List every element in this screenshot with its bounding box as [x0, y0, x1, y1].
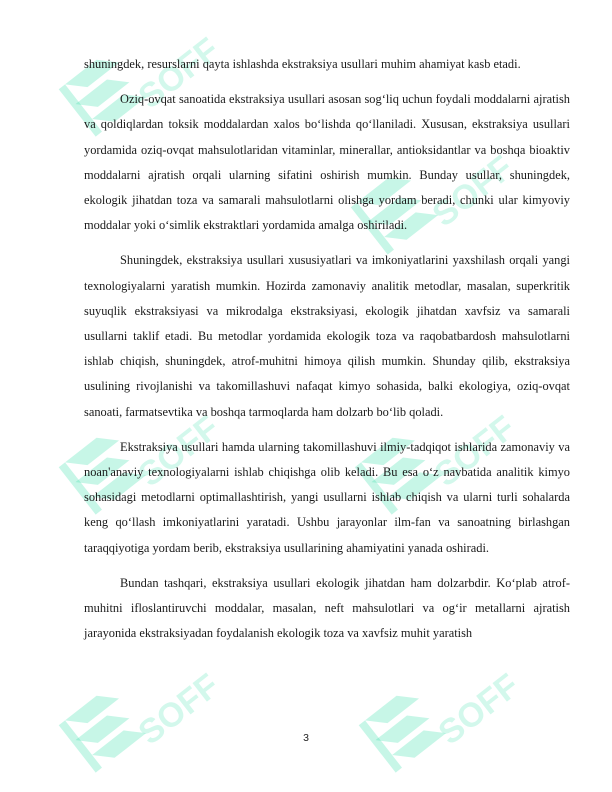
watermark-mark: [59, 686, 146, 773]
watermark-text: SOFF: [425, 148, 521, 235]
watermark-text: SOFF: [131, 30, 227, 117]
paragraph: Ekstraksiya usullari hamda ularning takomillashuvi ilmiy-tadqiqot ishlarida zamonaviy va noan'anaviy texnologiyalarni ishlab chiqishga olib keladi. Bu esa o‘z navbatida analitik kimyo sohasidagi metodlarni optimallashtirish, yangi usullarni ishlab chiqish va ularni turli sohalarda keng qo‘llash imkoniyatlarini yaratadi. Ushbu jarayonlar ilm-fan va sanoatning birlashgan taraqqiyotiga yordam berib, ekstraksiya usullarining ahamiyatini yanada oshiradi.: [84, 439, 570, 555]
paragraph: Oziq-ovqat sanoatida ekstraksiya usullari asosan sog‘liq uchun foydali moddalarni ajratish va qoldiqlardan toksik moddalardan xalos bo‘lishda qo‘llaniladi. Xususan, ekstraksiya usullari yordamida oziq-ovqat mahsulotlaridan vitaminlar, minerallar, antioksidantlar va boshqa bioaktiv moddalarni ajratish orqali ularning sifatini oshirish mumkin. Bunday usullar, shuningdek, ekologik jihatdan toza va samarali mahsulotlarni olishga yordam beradi, chunki ular kimyoviy moddalar yoki o‘simlik ekstraktlari yordamida amalga oshiriladi.: [84, 92, 570, 233]
paragraph: Bundan tashqari, ekstraksiya usullari ekologik jihatdan ham dolzarbdir. Ko‘plab atrof-muhitni ifloslantiruvchi moddalar, masalan, neft mahsulotlari va og‘ir metallarni ajratish jarayonida ekstraksiyadan foydalanish ekologik toza va xavfsiz muhit yaratish: [84, 575, 570, 641]
watermark-text: SOFF: [427, 408, 523, 495]
page-number: 3: [303, 732, 309, 744]
watermark-text: SOFF: [131, 666, 227, 753]
paragraph: Shuningdek, ekstraksiya usullari xususiyatlari va imkoniyatlarini yaxshilash orqali yangi texnologiyalarni yaratish mumkin. Hozirda zamonaviy analitik metodlar, masalan, superkritik suyuqlik ekstraksiyasi va mikrodalga ekstraksiyasi, ekologik jihatdan xavfsiz va samarali usullarni taklif etadi. Bu metodlar yordamida ekologik toza va raqobatbardosh mahsulotlarni ishlab chiqish, shuningdek, atrof-muhitni himoya qilish mumkin. Shunday qilib, ekstraksiya usulining rivojlanishi va takomillashuvi nafaqat kimyo sohasida, balki ekologiya, oziq-ovqat sanoati, farmatsevtika va boshqa tarmoqlarda ham dolzarb bo‘lib qoladi.: [84, 253, 570, 419]
watermark-text: SOFF: [131, 408, 227, 495]
watermark-mark: [359, 686, 446, 773]
paragraph: shuningdek, resurslarni qayta ishlashda ekstraksiya usullari muhim ahamiyat kasb etadi.: [84, 57, 521, 71]
document-body: [84, 52, 570, 656]
watermark-text: SOFF: [431, 666, 527, 753]
